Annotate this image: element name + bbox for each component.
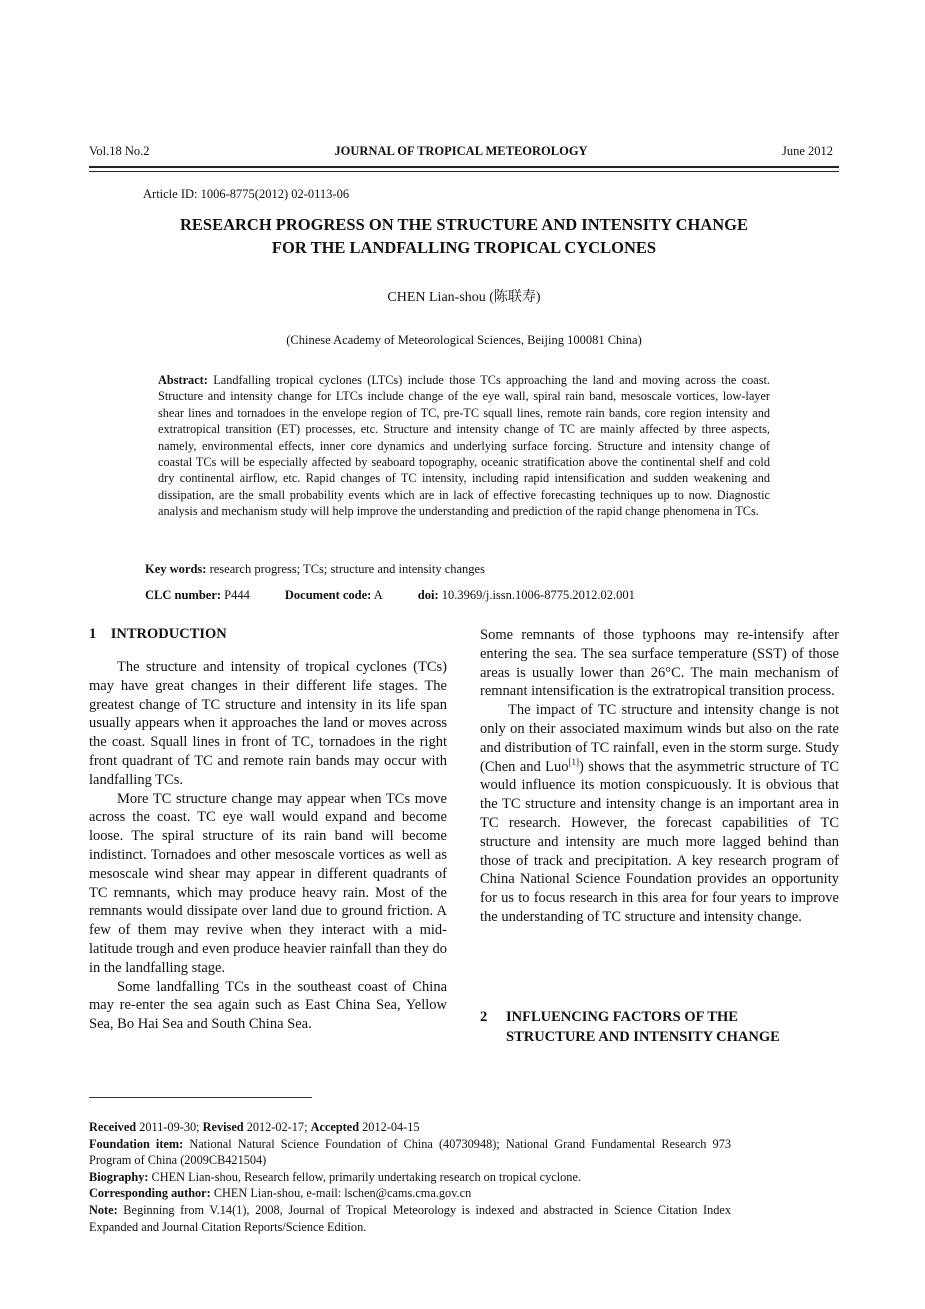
biography-text: CHEN Lian-shou, Research fellow, primarily undertaking research on tropical cyclone. [151, 1169, 581, 1184]
accepted-date: 2012-04-15 [362, 1120, 420, 1134]
paper-title [89, 213, 839, 259]
foundation-line [89, 1136, 731, 1169]
author: CHEN Lian-shou (陈联寿) [387, 290, 541, 305]
intro-paragraph-1: The structure and intensity of tropical cyclones (TCs) may have great changes in their different life stages. The greatest change of TC structure and intensity in its life span usually appears when it approaches the land or moves across the coast. Squall lines in front of TC, tornadoes in the right front quadrant of TC and remote rain bands may occur with landfalling TCs. [89, 659, 447, 788]
journal-name: JOURNAL OF TROPICAL METEOROLOGY [334, 144, 588, 158]
note-text: Beginning from V.14(1), 2008, Journal of Tropical Meteorology is indexed and abstracted in Science Citation Index Expanded and Journal Citation Reports/Science Edition. [89, 1202, 732, 1234]
abstract [158, 372, 770, 520]
article-id: Article ID: 1006-8775(2012) 02-0113-06 [143, 187, 350, 201]
biography-label: Biography: [89, 1169, 149, 1184]
intro-paragraph-5 [480, 701, 839, 927]
p5-text-b: ) shows that the asymmetric structure of TC would influence its motion conspicuously. It is obvious that the TC structure and intensity change is an important area in TC research. However, the forecast capabilities of TC structure and intensity are much more lagged behind than those of track and precipitation. A key research program of China National Science Foundation provides an opportunity for us to focus research in this area for four years to improve the understanding of TC structure and intensity change. [480, 758, 839, 925]
keywords-text: research progress; TCs; structure and intensity changes [209, 562, 485, 576]
abstract-label: Abstract: [158, 373, 208, 387]
header-rule-thick [89, 166, 839, 168]
issue-date: June 2012 [781, 144, 833, 158]
doi-label: doi: [417, 588, 439, 602]
received-label: Received [89, 1120, 137, 1134]
intro-paragraph-2: More TC structure change may appear when TCs move across the coast. TC eye wall would expand and become loose. The spiral structure of its rain band will become indistinct. Tornadoes and other mesoscale vortices as well as mesoscale wind shear may appear in different quadrants of TC remnants, which may produce heavy rain. Most of the remnants would dissipate over land due to ground friction. A few of them may revive when they interact with a mid-latitude trough and even produce heavier rainfall than they do in the landfalling stage. [89, 790, 447, 976]
clc-value: P444 [224, 588, 250, 602]
footnotes [89, 1119, 731, 1235]
keywords [145, 562, 485, 577]
biography-line [89, 1169, 731, 1186]
note-line [89, 1202, 731, 1235]
intro-paragraph-3: Some landfalling TCs in the southeast coast of China may re-enter the sea again such as East China Sea, Yellow Sea, Bo Hai Sea and South China Sea. [89, 978, 447, 1033]
section-2-number: 2 [480, 1009, 488, 1025]
title-line-2: FOR THE LANDFALLING TROPICAL CYCLONES [271, 238, 657, 257]
doc-code-label: Document code: [284, 588, 372, 602]
abstract-text: Landfalling tropical cyclones (LTCs) include those TCs approaching the land and moving across the coast. Structure and intensity change for LTCs include change of the eye wall, spiral rain band, mesoscale vortices, low-layer shear lines and tornadoes in the envelope region of TC, pre-TC squall lines, remote rain bands, core region intensity and extratropical transition (ET) processes, etc. Structure and intensity change of TC are mainly affected by three aspects, namely, environmental effects, inner core dynamics and underlying surface forcing. Structure and intensity change of coastal TCs will be especially affected by seaboard topography, oceanic stratification above the continental shelf and cold dry continental airflow, etc. Rapid changes of TC intensity, including rapid intensification and sudden weakening and dissipation, are the small probability events which are in lack of effective forecasting techniques up to now. Diagnostic analysis and mechanism study will help improve the understanding and prediction of the rapid change phenomena in TCs. [158, 373, 771, 519]
accepted-label: Accepted [310, 1120, 360, 1134]
intro-paragraph-4: Some remnants of those typhoons may re-intensify after entering the sea. The sea surface temperature (SST) of those areas is usually lower than 26°C. The main mechanism of remnant intensification is the extratropical transition process. [480, 627, 839, 700]
running-header [89, 144, 833, 160]
doc-code-value: A [373, 588, 383, 602]
p5-text-a: The impact of TC structure and intensity change is not only on their associated maximum winds but also on the rate and distribution of TC rainfall, even in the storm surge. Study (Chen and Luo [480, 702, 839, 775]
header-rule-thin [89, 171, 839, 172]
section-2-heading [480, 1007, 839, 1047]
corresponding-label: Corresponding author: [89, 1186, 211, 1201]
revised-label: Revised [202, 1120, 244, 1134]
doi-value: 10.3969/j.issn.1006-8775.2012.02.001 [441, 588, 635, 602]
section-2-title-line-1: INFLUENCING FACTORS OF THE [506, 1009, 738, 1025]
keywords-label: Key words: [145, 562, 207, 576]
received-date: 2011-09-30; [139, 1120, 200, 1134]
dates-line [89, 1119, 731, 1136]
affiliation: (Chinese Academy of Meteorological Sciences, Beijing 100081 China) [286, 333, 642, 347]
citation-ref-1[interactable]: [1] [568, 756, 580, 767]
right-column [480, 626, 839, 927]
left-column [89, 658, 447, 1034]
title-line-1: RESEARCH PROGRESS ON THE STRUCTURE AND INTENSITY CHANGE [180, 215, 748, 234]
foundation-label: Foundation item: [89, 1136, 184, 1151]
clc-label: CLC number: [145, 588, 222, 602]
section-2-title-line-2: STRUCTURE AND INTENSITY CHANGE [506, 1029, 780, 1045]
corresponding-line [89, 1185, 731, 1202]
corresponding-text[interactable]: CHEN Lian-shou, e-mail: lschen@cams.cma.gov.cn [213, 1186, 472, 1201]
foundation-text: National Natural Science Foundation of China (40730948); National Grand Fundamental Research 973 Program of China (2009CB421504) [89, 1136, 731, 1168]
classification-line [145, 588, 635, 603]
volume-issue: Vol.18 No.2 [89, 144, 150, 158]
note-label: Note: [89, 1202, 118, 1217]
revised-date: 2012-02-17; [246, 1120, 308, 1134]
section-1-heading: 1 INTRODUCTION [89, 626, 227, 642]
footnote-rule [89, 1097, 312, 1098]
